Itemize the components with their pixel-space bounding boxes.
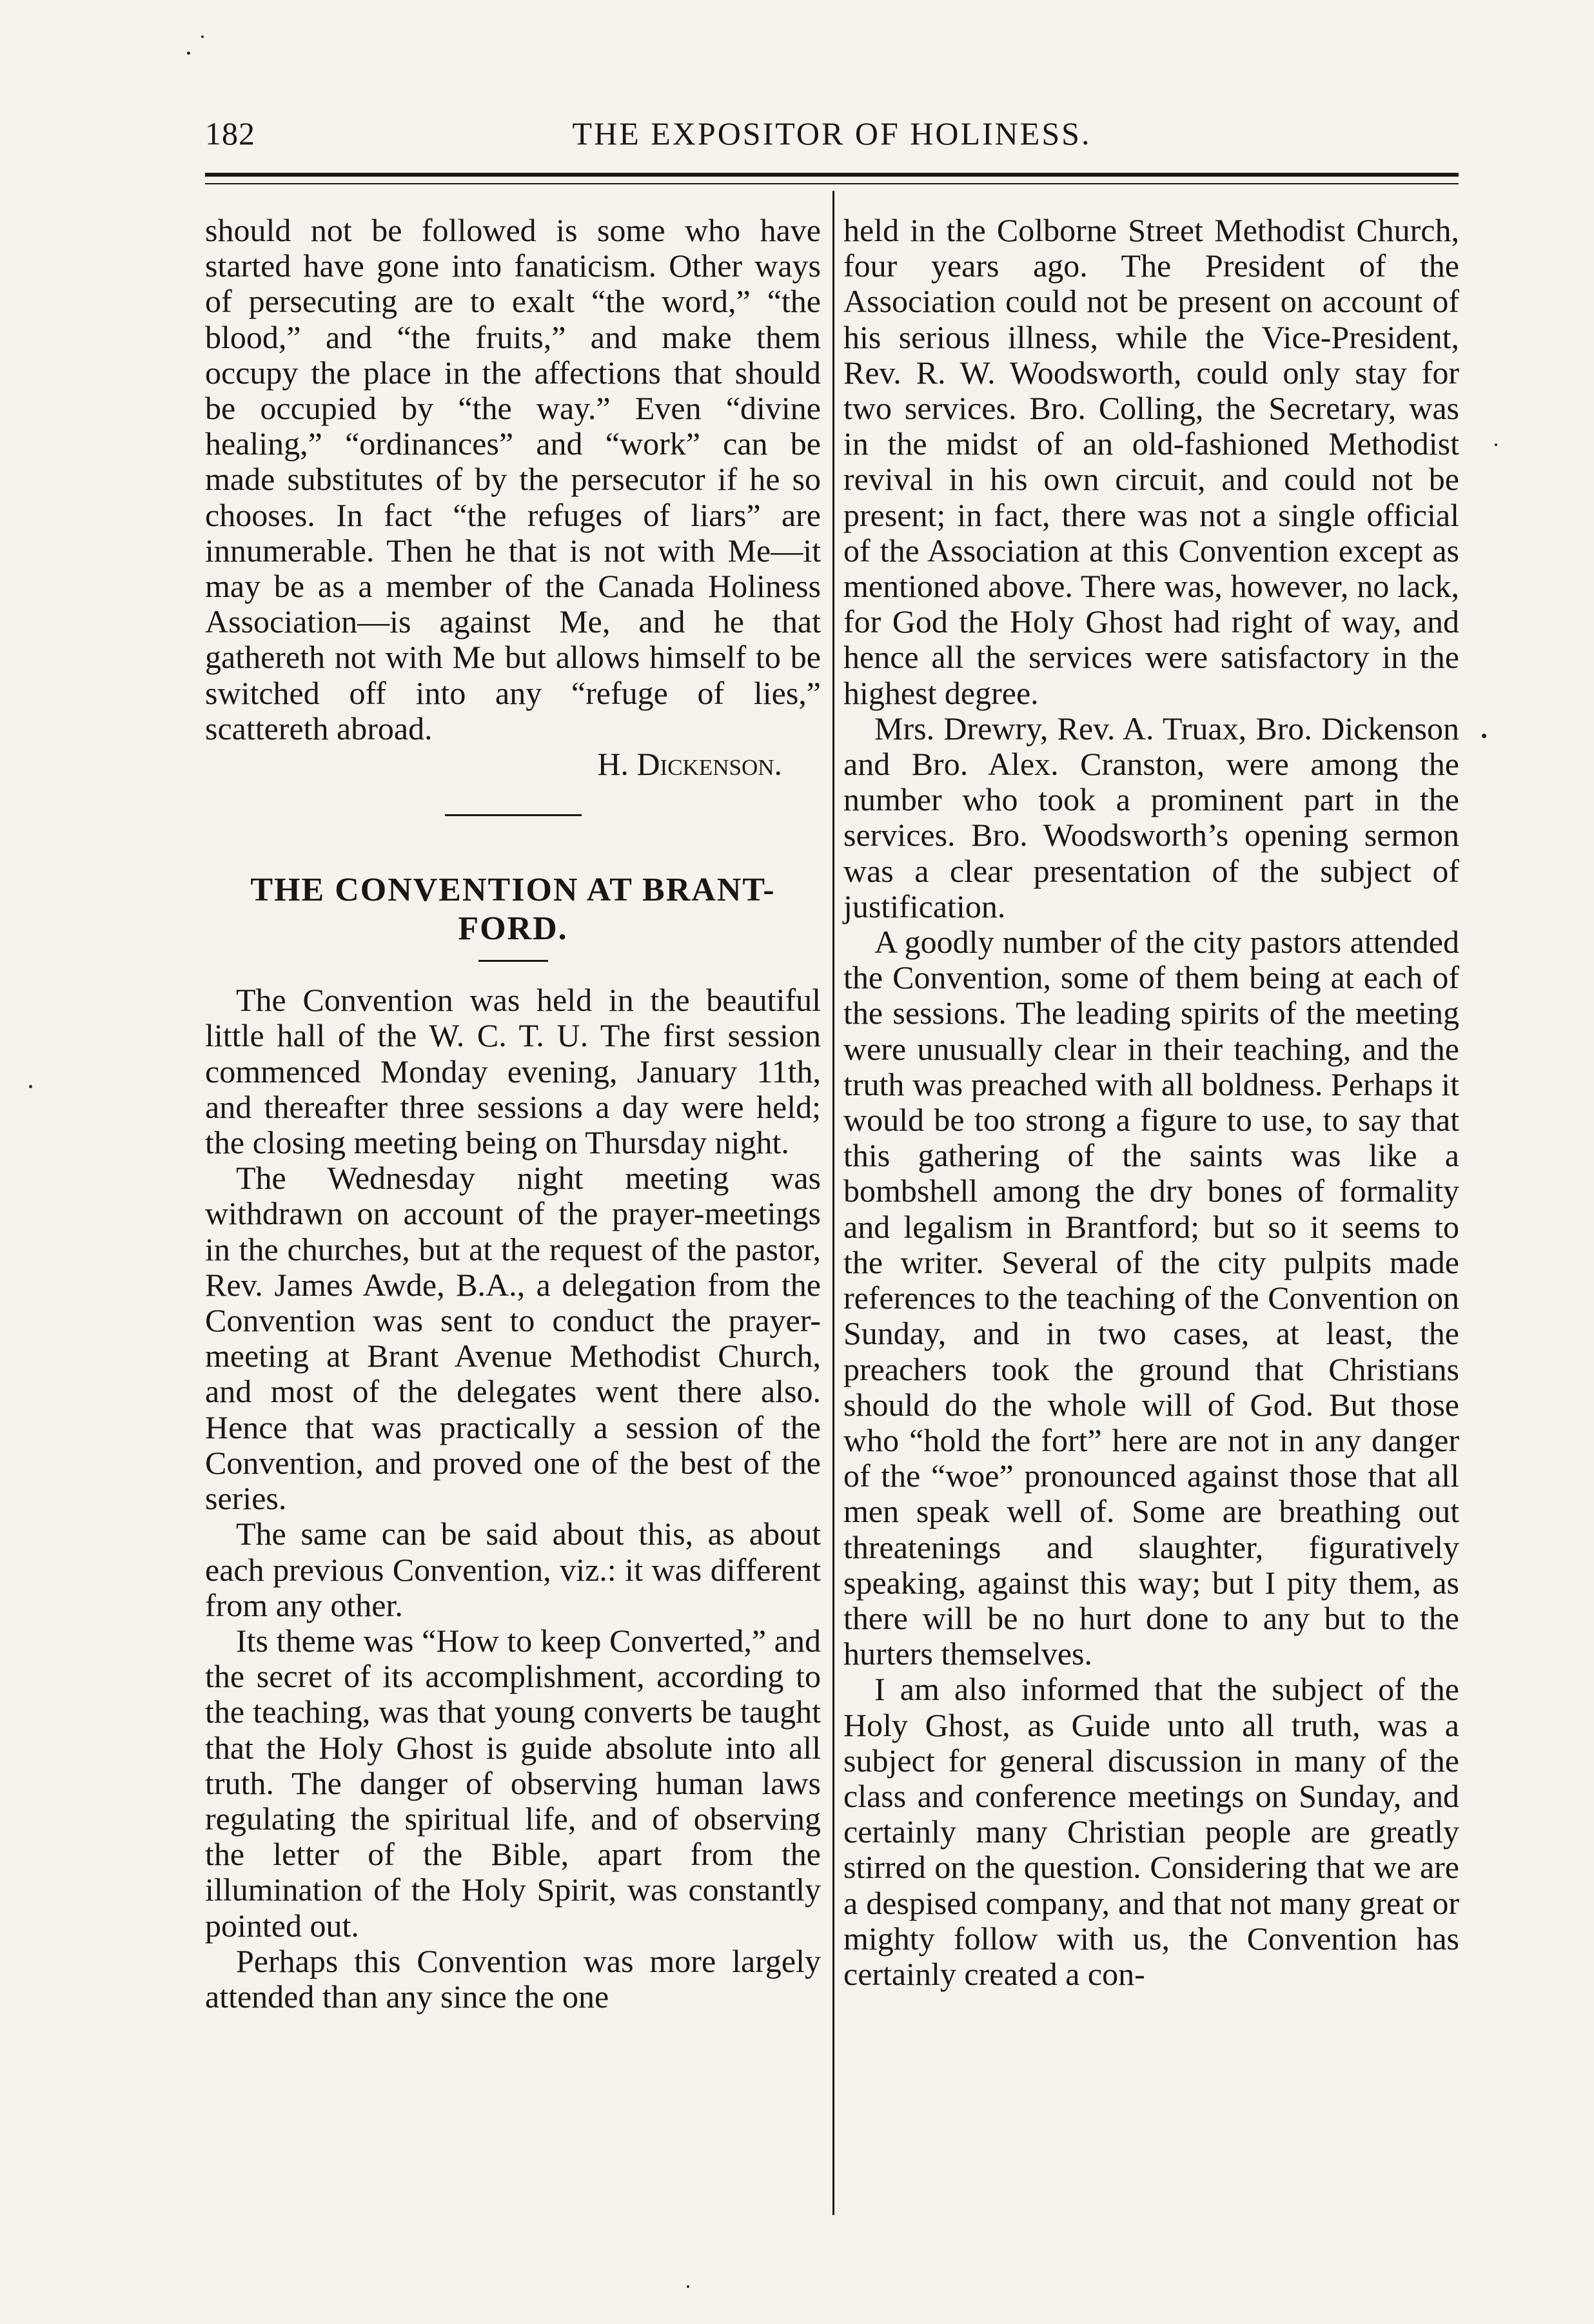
- header-rule-thick: [205, 173, 1459, 177]
- article-paragraph: The Wednesday night meeting was withdrawn on account of the prayer-meetings in the churches, but at the request of the pastor, Rev. James Awde, B.A., a delegation from the Convention was sent to conduct the prayer-meeting at Brant Avenue Methodist Church, and most of the delegates went there also. Hence that was practically a session of the Convention, and proved one of the best of the series.: [205, 1160, 821, 1517]
- left-column: [205, 213, 821, 2015]
- print-speck: [187, 52, 190, 55]
- article-paragraph: A goodly number of the city pastors attended the Convention, some of them being at each of the sessions. The leading spirits of the meeting were unusually clear in their teaching, and the truth was preached with all boldness. Perhaps it would be too strong a figure to use, to say that this gathering of the saints was like a bombshell among the dry bones of formality and legalism in Brantford; but so it seems to the writer. Several of the city pulpits made references to the teaching of the Convention on Sunday, and in two cases, at least, the preachers took the ground that Christians should do the whole will of God. But those who “hold the fort” here are not in any danger of the “woe” pronounced against those that all men speak well of. Some are breathing out threatenings and slaughter, figuratively speaking, against this way; but I pity them, as there will be no hurt done to any but to the hurters themselves.: [843, 924, 1459, 1672]
- section-divider: [445, 814, 582, 816]
- article-paragraph: The Convention was held in the beautiful little hall of the W. C. T. U. The first session commenced Monday evening, January 11th, and thereafter three sessions a day were held; the closing meeting being on Thursday night.: [205, 982, 821, 1161]
- article-paragraph: The same can be said about this, as about each previous Convention, viz.: it was different from any other.: [205, 1516, 821, 1623]
- column-divider: [832, 191, 834, 2215]
- header-rule-thin: [205, 183, 1459, 184]
- article-paragraph: Its theme was “How to keep Converted,” and the secret of its accomplishment, according to the teaching, was that young converts be taught that the Holy Ghost is guide absolute into all truth. The danger of observing human laws regulating the spiritual life, and of observing the letter of the Bible, apart from the illumination of the Holy Spirit, was constantly pointed out.: [205, 1622, 821, 1944]
- continuation-paragraph: held in the Colborne Street Methodist Church, four years ago. The President of the Association could not be present on account of his serious illness, while the Vice-President, Rev. R. W. Woodsworth, could only stay for two services. Bro. Colling, the Secretary, was in the midst of an old-fashioned Methodist revival in his own circuit, and could not be present; in fact, there was not a single official of the Association at this Convention except as mentioned above. There was, however, no lack, for God the Holy Ghost had right of way, and hence all the services were satisfactory in the highest degree.: [843, 212, 1459, 711]
- title-rule: [478, 960, 548, 962]
- article-paragraph: Mrs. Drewry, Rev. A. Truax, Bro. Dickenson and Bro. Alex. Cranston, were among the number who took a prominent part in the services. Bro. Woodsworth’s opening sermon was a clear presentation of the subject of justification.: [843, 710, 1459, 924]
- print-speck: [1482, 734, 1486, 738]
- print-speck: [29, 1085, 32, 1088]
- article-paragraph: Perhaps this Convention was more largely attended than any since the one: [205, 1942, 821, 2015]
- article-title-line1: THE CONVENTION AT BRANT-: [250, 872, 776, 909]
- article-paragraph: I am also informed that the subject of the Holy Ghost, as Guide unto all truth, was a subject for general discussion in many of the class and conference meetings on Sunday, and certainly many Christian people are greatly stirred on the question. Considering that we are a despised company, and that not many great or mighty follow with us, the Convention has certainly created a con-: [843, 1671, 1459, 1992]
- page-number: 182: [205, 115, 255, 151]
- article-title-line2: FORD.: [458, 910, 568, 948]
- right-column: [843, 213, 1459, 1992]
- intro-paragraph: should not be followed is some who have started have gone into fanaticism. Other ways of persecuting are to exalt “the word,” “the blood,” and “the fruits,” and make them occupy the place in the affections that should be occupied by “the way.” Even “divine healing,” “ordinances” and “work” can be made substitutes of by the persecutor if he so chooses. In fact “the refuges of liars” are innumerable. Then he that is not with Me—it may be as a member of the Canada Holiness Association—is against Me, and he that gathereth not with Me but allows himself to be switched off into any “refuge of lies,” scattereth abroad.: [205, 212, 821, 747]
- author-signature: H. Dickenson.: [597, 746, 782, 783]
- running-title: THE EXPOSITOR OF HOLINESS.: [572, 115, 1092, 151]
- print-speck: [201, 35, 204, 38]
- print-speck: [687, 2285, 689, 2288]
- print-speck: [1495, 444, 1497, 446]
- article-title: [205, 871, 821, 948]
- page-header: [205, 115, 1459, 166]
